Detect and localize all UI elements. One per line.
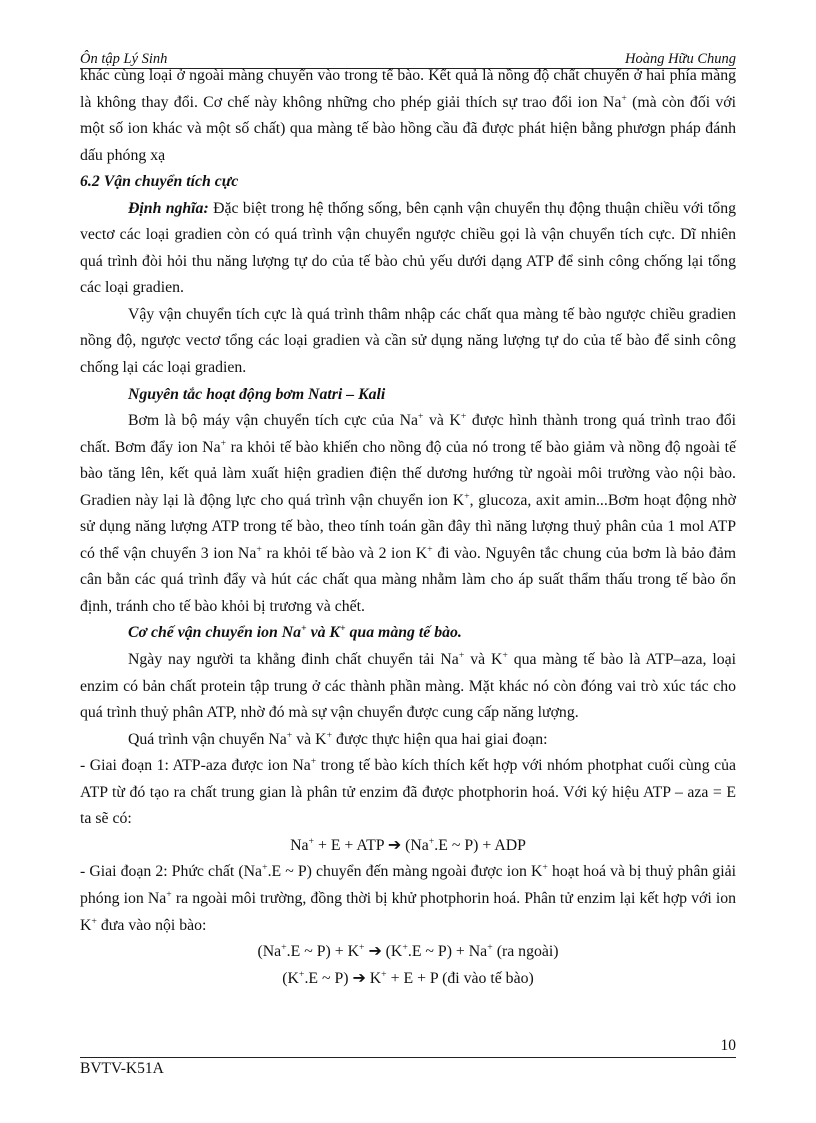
header-course-title: Ôn tập Lý Sinh <box>80 51 168 67</box>
body-text <box>80 63 736 992</box>
footer-label: BVTV-K51A <box>80 1060 164 1077</box>
arrow-icon: ➔ <box>368 943 382 961</box>
paragraph-active-transport: Vậy vận chuyển tích cực là quá trình thâm nhập các chất qua màng tế bào ngược chiều gradien nồng độ, ngược vectơ tổng các loại gradien và cần sử dụng năng lượng tự do của tế bào để sinh công chống lại các loại gradien. <box>80 305 736 377</box>
definition-label: Định nghĩa: <box>128 199 209 217</box>
section-heading-6-2: 6.2 Vận chuyển tích cực <box>80 173 239 191</box>
paragraph-stage-2: - Giai đoạn 2: Phức chất (Na+.E ~ P) chuyển đến màng ngoài được ion K+ hoạt hoá và bị thuỷ phân giải phóng ion Na+ ra ngoài môi trường, đồng thời bị khử photphorin hoá. Phân tử enzim lại kết hợp với ion K+ đưa vào nội bào: <box>80 862 737 934</box>
footer-rule <box>80 1057 736 1058</box>
arrow-icon: ➔ <box>352 969 366 987</box>
arrow-icon: ➔ <box>387 836 402 854</box>
subheading-sodium-potassium-pump: Nguyên tắc hoạt động bơm Natri – Kali <box>128 385 386 403</box>
page-number: 10 <box>720 1037 736 1054</box>
subheading-ion-transport-mechanism: Cơ chế vận chuyển ion Na+ và K+ qua màng tế bào. <box>128 623 462 642</box>
paragraph-stage-1: - Giai đoạn 1: ATP-aza được ion Na+ trong tế bào kích thích kết hợp với nhóm photphat cuối cùng của ATP từ đó tạo ra chất trung gian là phân tử enzim đã được photphorin hoá. Với ký hiệu ATP – aza = E ta sẽ có: <box>80 756 736 828</box>
header-author: Hoàng Hữu Chung <box>624 51 736 67</box>
paragraph-definition: Định nghĩa: Đặc biệt trong hệ thống sống, bên cạnh vận chuyển thụ động thuận chiều với tổng vectơ các loại gradien còn có quá trình vận chuyển ngược chiều gọi là vận chuyển tích cực. Dĩ nhiên quá trình đòi hỏi thu năng lượng tự do của tế bào chủ yếu dưới dạng ATP để sinh công chống lại tổng các loại gradien. <box>80 199 737 297</box>
paragraph-atp-aza: Ngày nay người ta khẳng đinh chất chuyển tải Na+ và K+ qua màng tế bào là ATP–aza, loại enzim có bản chất protein tập trung ở các thành phần màng. Mặt khác nó còn đóng vai trò xúc tác cho quá trình thuỷ phân ATP, nhờ đó mà sự vận chuyển được cung cấp năng lượng. <box>80 650 737 722</box>
paragraph-pump-principle: Bơm là bộ máy vận chuyển tích cực của Na+ và K+ được hình thành trong quá trình trao đổi chất. Bơm đẩy ion Na+ ra khỏi tế bào khiến cho nồng độ của nó trong tế bào giảm và nồng độ ngoài tế bào tăng lên, kết quả làm xuất hiện gradien điện thế dương hướng từ ngoài môi trường vào nội bào. Gradien này lại là động lực cho quá trình vận chuyển ion K+, glucoza, axit amin...Bơm hoạt động nhờ sử dụng năng lượng ATP trong tế bào, theo tính toán gần đây thì năng lượng thuỷ phân của 1 mol ATP có thể vận chuyển 3 ion Na+ ra khỏi tế bào và 2 ion K+ đi vào. Nguyên tắc chung của bơm là bảo đảm cân bằn các quá trình đẩy và hút các chất qua màng nhằm làm cho áp suất thẩm thấu trong tế bào ổn định, tránh cho tế bào khỏi bị trương và chết. <box>80 411 737 615</box>
equation-3: (K+.E ~ P) ➔ K+ + E + P (đi vào tế bào) <box>282 968 534 987</box>
paragraph-continued: khác cùng loại ở ngoài màng chuyển vào trong tế bào. Kết quả là nồng độ chất chuyển ở hai phía màng là không thay đổi. Cơ chế này không những cho phép giải thích sự trao đổi ion Na+ (mà còn đối với một số ion khác và một số chất) qua màng tế bào hồng cầu đã được phát hiện bằng phươgn pháp đánh dấu phóng xạ <box>80 67 737 164</box>
equation-2: (Na+.E ~ P) + K+ ➔ (K+.E ~ P) + Na+ (ra ngoài) <box>257 942 559 961</box>
paragraph-two-stages: Quá trình vận chuyển Na+ và K+ được thực hiện qua hai giai đoạn: <box>128 729 548 748</box>
equation-1: Na+ + E + ATP ➔ (Na+.E ~ P) + ADP <box>290 835 526 854</box>
